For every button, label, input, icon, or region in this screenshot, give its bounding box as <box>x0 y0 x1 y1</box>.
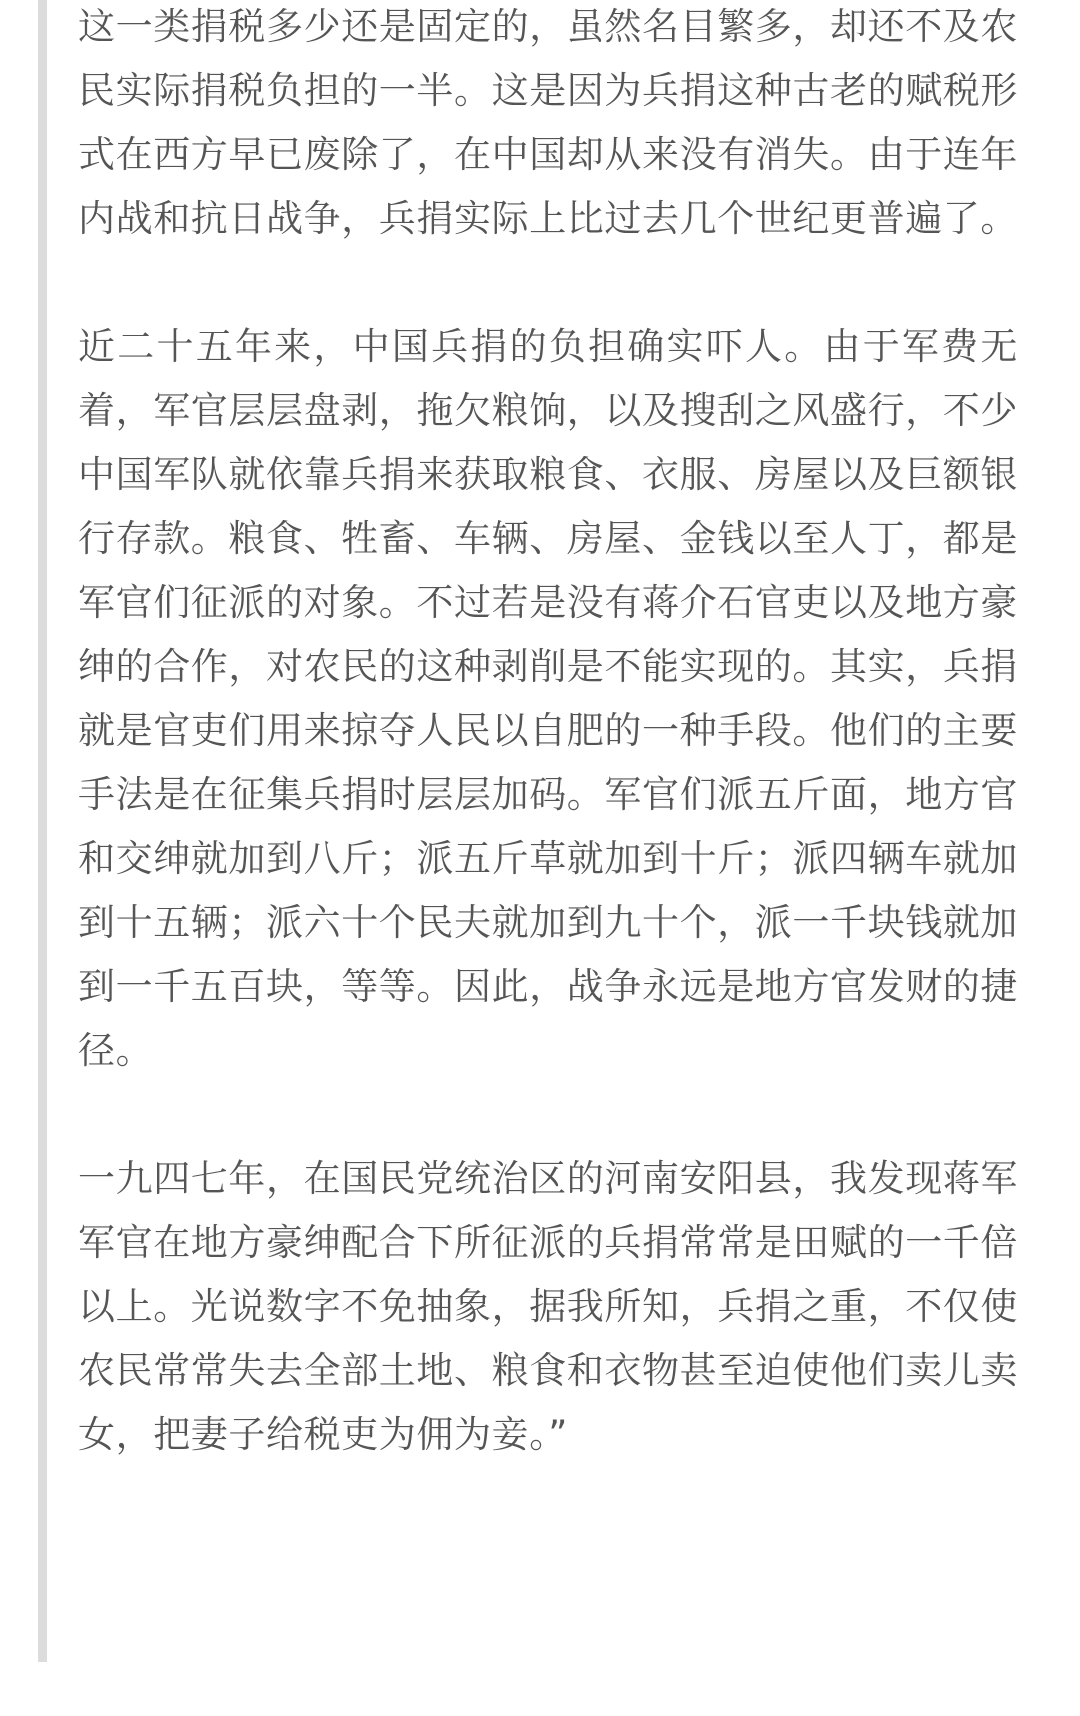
paragraph-3: 一九四七年，在国民党统治区的河南安阳县，我发现蒋军军官在地方豪绅配合下所征派的兵捐常常是田赋的一千倍以上。光说数字不免抽象，据我所知，兵捐之重，不仅使农民常常失去全部土地、粮食和衣物甚至迫使他们卖儿卖女，把妻子给税吏为佣为妾。” <box>78 1157 1018 1456</box>
paragraph-1: 这一类捐税多少还是固定的，虽然名目繁多，却还不及农民实际捐税负担的一半。这是因为兵捐这种古老的赋税形式在西方早已废除了，在中国却从来没有消失。由于连年内战和抗日战争，兵捐实际上比过去几个世纪更普遍了。 <box>78 5 1018 240</box>
quote-bar <box>38 0 47 1662</box>
paragraph-2: 近二十五年来，中国兵捐的负担确实吓人。由于军费无着，军官层层盘剥，拖欠粮饷，以及搜刮之风盛行，不少中国军队就依靠兵捐来获取粮食、衣服、房屋以及巨额银行存款。粮食、牲畜、车辆、房屋、金钱以至人丁，都是军官们征派的对象。不过若是没有蒋介石官吏以及地方豪绅的合作，对农民的这种剥削是不能实现的。其实，兵捐就是官吏们用来掠夺人民以自肥的一种手段。他们的主要手法是在征集兵捐时层层加码。军官们派五斤面，地方官和交绅就加到八斤；派五斤草就加到十斤；派四辆车就加到十五辆；派六十个民夫就加到九十个，派一千块钱就加到一千五百块，等等。因此，战争永远是地方官发财的捷径。 <box>78 325 1018 1072</box>
quote-body <box>78 0 1018 1467</box>
